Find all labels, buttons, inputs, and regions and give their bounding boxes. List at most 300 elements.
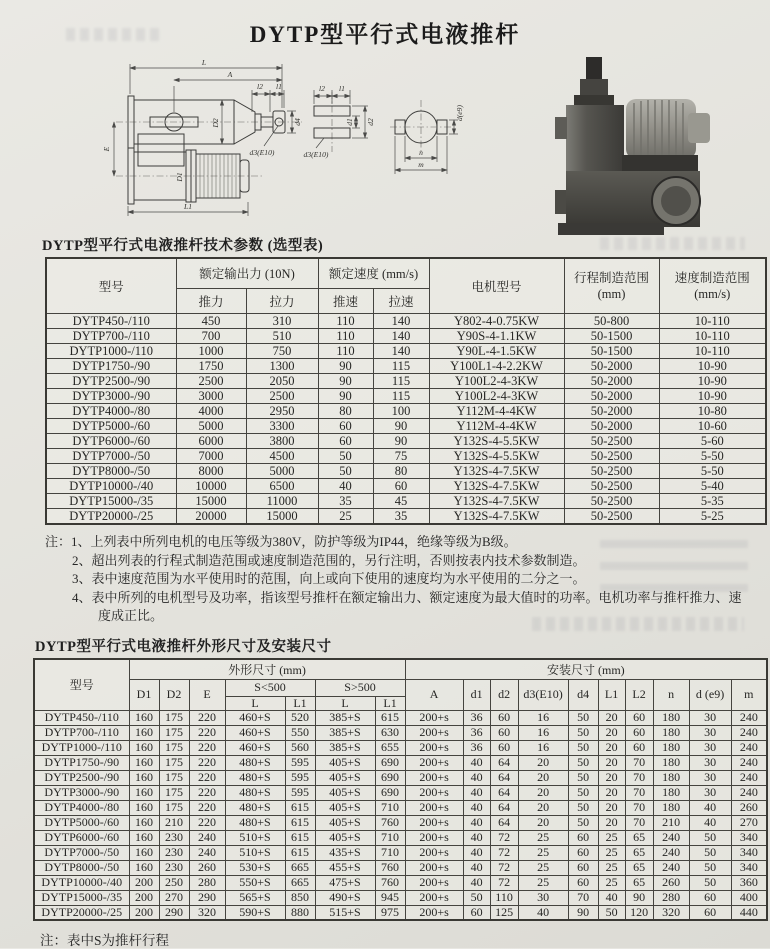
header-line: 行程制造范围	[574, 270, 650, 285]
value-cell: 50	[568, 725, 598, 740]
table-row	[34, 860, 767, 875]
model-cell: DYTP2500-/90	[46, 373, 176, 388]
model-cell: DYTP1000-/110	[46, 343, 176, 358]
value-cell: 50-2500	[564, 493, 659, 508]
value-cell: 90	[625, 890, 653, 905]
value-cell: 25	[518, 860, 568, 875]
value-cell: 50	[598, 905, 625, 920]
value-cell: 760	[375, 875, 405, 890]
value-cell: 200+s	[405, 830, 463, 845]
value-cell: 200+s	[405, 740, 463, 755]
value-cell: 175	[159, 740, 189, 755]
value-cell: 110	[318, 328, 373, 343]
value-cell: 200+s	[405, 815, 463, 830]
value-cell: 140	[373, 328, 429, 343]
header-line: 速度制造范围	[674, 270, 750, 285]
value-cell: 60	[318, 433, 373, 448]
value-cell: 175	[159, 710, 189, 725]
dimension-table-body	[34, 710, 767, 920]
value-cell: 50-2500	[564, 448, 659, 463]
model-cell: DYTP1000-/110	[34, 740, 129, 755]
table-row	[46, 433, 766, 448]
note-prefix: 注：	[45, 534, 72, 549]
value-cell: 90	[318, 373, 373, 388]
value-cell: 40	[463, 830, 490, 845]
value-cell: 60	[373, 478, 429, 493]
value-cell: 520	[285, 710, 315, 725]
value-cell: 5-60	[659, 433, 766, 448]
value-cell: 385+S	[315, 725, 375, 740]
value-cell: 80	[318, 403, 373, 418]
value-cell: 16	[518, 710, 568, 725]
value-cell: Y100L2-4-3KW	[429, 373, 564, 388]
value-cell: Y112M-4-4KW	[429, 418, 564, 433]
model-cell: DYTP700-/110	[46, 328, 176, 343]
value-cell: 50-2500	[564, 508, 659, 524]
page-title: DYTP型平行式电液推杆	[249, 22, 521, 47]
value-cell: 50-1500	[564, 343, 659, 358]
value-cell: 20	[598, 755, 625, 770]
value-cell: 560	[285, 740, 315, 755]
value-cell: 200+s	[405, 800, 463, 815]
value-cell: 220	[189, 800, 225, 815]
col-header-D1: D1	[129, 679, 159, 710]
value-cell: 6500	[246, 478, 318, 493]
value-cell: 240	[189, 845, 225, 860]
table-row	[34, 785, 767, 800]
value-cell: 40	[463, 845, 490, 860]
value-cell: 30	[689, 725, 731, 740]
dimension-lines	[395, 120, 458, 174]
value-cell: 510+S	[225, 830, 285, 845]
table-row	[46, 463, 766, 478]
col-header-de9: d (e9)	[689, 679, 731, 710]
footnote: 注：表中S为推杆行程	[40, 933, 170, 948]
value-cell: 20	[518, 800, 568, 815]
value-cell: 50	[463, 890, 490, 905]
header-line: (mm/s)	[694, 286, 731, 301]
value-cell: 750	[246, 343, 318, 358]
table-row	[34, 755, 767, 770]
col-header-push-force: 推力	[176, 288, 246, 313]
dim-label-d2: d2	[366, 118, 375, 126]
model-cell: DYTP15000-/35	[46, 493, 176, 508]
table-row	[34, 890, 767, 905]
value-cell: 60	[568, 845, 598, 860]
value-cell: 20	[598, 770, 625, 785]
value-cell: 10-90	[659, 388, 766, 403]
value-cell: 210	[653, 815, 689, 830]
value-cell: 50-2500	[564, 433, 659, 448]
value-cell: 160	[129, 785, 159, 800]
value-cell: 50	[568, 770, 598, 785]
dim-label-E: E	[102, 146, 111, 152]
value-cell: 200+s	[405, 875, 463, 890]
value-cell: 280	[189, 875, 225, 890]
value-cell: 160	[129, 800, 159, 815]
value-cell: 1300	[246, 358, 318, 373]
dim-label-d1: d1	[345, 118, 354, 126]
value-cell: Y100L2-4-3KW	[429, 388, 564, 403]
value-cell: 5-25	[659, 508, 766, 524]
notes-block	[45, 533, 751, 626]
dim-label-l1: l1	[276, 82, 282, 91]
col-group-s-gt-500: S>500	[315, 679, 405, 696]
value-cell: 510+S	[225, 845, 285, 860]
value-cell: 515+S	[315, 905, 375, 920]
model-cell: DYTP10000-/40	[46, 478, 176, 493]
value-cell: 360	[731, 875, 767, 890]
value-cell: 615	[285, 815, 315, 830]
value-cell: 180	[653, 740, 689, 755]
value-cell: Y132S-4-7.5KW	[429, 508, 564, 524]
value-cell: 160	[129, 755, 159, 770]
value-cell: 160	[129, 710, 159, 725]
col-header-E: E	[189, 679, 225, 710]
table-row	[34, 905, 767, 920]
col-header-D2: D2	[159, 679, 189, 710]
col-header-m: m	[731, 679, 767, 710]
value-cell: 2950	[246, 403, 318, 418]
value-cell: 65	[625, 860, 653, 875]
value-cell: 3000	[176, 388, 246, 403]
model-cell: DYTP20000-/25	[34, 905, 129, 920]
value-cell: 340	[731, 845, 767, 860]
value-cell: 760	[375, 860, 405, 875]
value-cell: 175	[159, 785, 189, 800]
col-header-d3: d3(E10)	[518, 679, 568, 710]
value-cell: 200	[129, 905, 159, 920]
value-cell: 290	[159, 905, 189, 920]
value-cell: 25	[598, 875, 625, 890]
col-header-pull-force: 拉力	[246, 288, 318, 313]
value-cell: 385+S	[315, 710, 375, 725]
col-header-motor-model: 电机型号	[429, 258, 564, 313]
value-cell: 160	[129, 740, 159, 755]
value-cell: 690	[375, 785, 405, 800]
value-cell: 72	[490, 875, 518, 890]
dim-label-A: A	[227, 70, 233, 79]
value-cell: 60	[689, 890, 731, 905]
value-cell: 440	[731, 905, 767, 920]
value-cell: 405+S	[315, 800, 375, 815]
value-cell: 70	[625, 770, 653, 785]
dim-label-L1: L1	[183, 202, 193, 211]
value-cell: Y90S-4-1.1KW	[429, 328, 564, 343]
value-cell: 60	[568, 860, 598, 875]
value-cell: 35	[373, 508, 429, 524]
value-cell: 110	[490, 890, 518, 905]
col-header-model: 型号	[46, 258, 176, 313]
note-text: 1、上列表中所列电机的电压等级为380V，防护等级为IP44，绝缘等级为B级。	[71, 534, 517, 549]
value-cell: 36	[463, 710, 490, 725]
model-cell: DYTP3000-/90	[34, 785, 129, 800]
model-cell: DYTP450-/110	[46, 313, 176, 328]
value-cell: 665	[285, 860, 315, 875]
value-cell: 210	[159, 815, 189, 830]
value-cell: 945	[375, 890, 405, 905]
dim-label-D2: D2	[211, 118, 220, 128]
value-cell: 20	[518, 815, 568, 830]
value-cell: 240	[653, 860, 689, 875]
model-cell: DYTP8000-/50	[46, 463, 176, 478]
value-cell: 405+S	[315, 770, 375, 785]
value-cell: 25	[518, 845, 568, 860]
table-row	[34, 800, 767, 815]
value-cell: 50	[568, 800, 598, 815]
value-cell: 480+S	[225, 815, 285, 830]
value-cell: 280	[653, 890, 689, 905]
dim-label-d3: d3(E10)	[249, 148, 275, 157]
value-cell: 1750	[176, 358, 246, 373]
value-cell: 70	[625, 755, 653, 770]
value-cell: 550+S	[225, 875, 285, 890]
value-cell: 175	[159, 770, 189, 785]
value-cell: 490+S	[315, 890, 375, 905]
value-cell: 125	[490, 905, 518, 920]
value-cell: 710	[375, 845, 405, 860]
model-cell: DYTP3000-/90	[46, 388, 176, 403]
value-cell: 115	[373, 358, 429, 373]
value-cell: 50-2000	[564, 403, 659, 418]
value-cell: 565+S	[225, 890, 285, 905]
dim-label-D1: D1	[175, 172, 184, 182]
value-cell: 25	[598, 845, 625, 860]
value-cell: 2500	[176, 373, 246, 388]
model-cell: DYTP10000-/40	[34, 875, 129, 890]
value-cell: 64	[490, 770, 518, 785]
value-cell: 40	[463, 800, 490, 815]
model-cell: DYTP700-/110	[34, 725, 129, 740]
table-row	[34, 845, 767, 860]
value-cell: 310	[246, 313, 318, 328]
table1-title: DYTP型平行式电液推杆技术参数 (选型表)	[42, 238, 324, 254]
col-header-d2: d2	[490, 679, 518, 710]
model-cell: DYTP2500-/90	[34, 770, 129, 785]
value-cell: 340	[731, 830, 767, 845]
value-cell: Y90L-4-1.5KW	[429, 343, 564, 358]
table-row	[34, 740, 767, 755]
value-cell: 15000	[246, 508, 318, 524]
value-cell: 72	[490, 845, 518, 860]
value-cell: 615	[285, 845, 315, 860]
value-cell: 2050	[246, 373, 318, 388]
value-cell: 175	[159, 800, 189, 815]
value-cell: 615	[285, 800, 315, 815]
col-header-d1: d1	[463, 679, 490, 710]
value-cell: 200+s	[405, 755, 463, 770]
value-cell: 65	[625, 830, 653, 845]
value-cell: 175	[159, 755, 189, 770]
value-cell: 30	[689, 770, 731, 785]
value-cell: 50-2500	[564, 478, 659, 493]
value-cell: 240	[731, 710, 767, 725]
col-header-model: 型号	[34, 659, 129, 710]
dim-label-d3: d3(E10)	[303, 150, 329, 159]
technical-drawing	[52, 50, 552, 235]
model-cell: DYTP1750-/90	[34, 755, 129, 770]
value-cell: 4500	[246, 448, 318, 463]
value-cell: 40	[318, 478, 373, 493]
value-cell: 200+s	[405, 845, 463, 860]
value-cell: 320	[653, 905, 689, 920]
value-cell: 1000	[176, 343, 246, 358]
value-cell: 240	[731, 755, 767, 770]
value-cell: 240	[653, 845, 689, 860]
value-cell: 140	[373, 313, 429, 328]
value-cell: 760	[375, 815, 405, 830]
model-cell: DYTP6000-/60	[46, 433, 176, 448]
value-cell: 460+S	[225, 710, 285, 725]
table-row	[46, 358, 766, 373]
model-cell: DYTP4000-/80	[34, 800, 129, 815]
value-cell: 220	[189, 740, 225, 755]
table-row	[46, 388, 766, 403]
value-cell: 595	[285, 755, 315, 770]
value-cell: 400	[731, 890, 767, 905]
header-line: (mm)	[597, 286, 626, 301]
value-cell: 530+S	[225, 860, 285, 875]
value-cell: 3300	[246, 418, 318, 433]
value-cell: Y100L1-4-2.2KW	[429, 358, 564, 373]
value-cell: 460+S	[225, 740, 285, 755]
value-cell: 405+S	[315, 830, 375, 845]
value-cell: 40	[518, 905, 568, 920]
actuator-photo-shape	[555, 57, 710, 235]
table-row	[34, 830, 767, 845]
table-row	[46, 493, 766, 508]
value-cell: 40	[598, 890, 625, 905]
model-cell: DYTP5000-/60	[34, 815, 129, 830]
bushing-section-view	[304, 84, 375, 159]
value-cell: 200+s	[405, 860, 463, 875]
table-row	[46, 403, 766, 418]
value-cell: 975	[375, 905, 405, 920]
value-cell: 240	[731, 770, 767, 785]
value-cell: 230	[159, 860, 189, 875]
value-cell: 30	[689, 710, 731, 725]
value-cell: Y132S-4-7.5KW	[429, 493, 564, 508]
table-row	[34, 710, 767, 725]
value-cell: 30	[518, 890, 568, 905]
value-cell: 480+S	[225, 800, 285, 815]
value-cell: 405+S	[315, 785, 375, 800]
value-cell: 64	[490, 815, 518, 830]
value-cell: 60	[568, 830, 598, 845]
table-row	[46, 343, 766, 358]
value-cell: 60	[490, 725, 518, 740]
value-cell: 10-110	[659, 343, 766, 358]
model-cell: DYTP1750-/90	[46, 358, 176, 373]
value-cell: 20	[518, 770, 568, 785]
col-header-L-lt: L	[225, 696, 285, 710]
value-cell: 480+S	[225, 770, 285, 785]
value-cell: 60	[625, 740, 653, 755]
value-cell: 4000	[176, 403, 246, 418]
value-cell: 200+s	[405, 905, 463, 920]
value-cell: 7000	[176, 448, 246, 463]
value-cell: 250	[159, 875, 189, 890]
dim-label-m: m	[418, 160, 424, 169]
value-cell: 90	[318, 358, 373, 373]
value-cell: 90	[568, 905, 598, 920]
product-photo	[538, 55, 766, 237]
value-cell: 40	[463, 860, 490, 875]
value-cell: 50	[318, 448, 373, 463]
col-header-L1-gt: L1	[375, 696, 405, 710]
value-cell: 230	[159, 845, 189, 860]
value-cell: 120	[625, 905, 653, 920]
value-cell: 140	[373, 343, 429, 358]
value-cell: 850	[285, 890, 315, 905]
value-cell: 60	[490, 710, 518, 725]
value-cell: 80	[373, 463, 429, 478]
value-cell: 270	[731, 815, 767, 830]
value-cell: 615	[375, 710, 405, 725]
value-cell: 180	[653, 785, 689, 800]
value-cell: 20000	[176, 508, 246, 524]
col-header-rated-speed: 额定速度 (mm/s)	[318, 258, 429, 288]
value-cell: 160	[129, 815, 159, 830]
col-header-pull-speed: 拉速	[373, 288, 429, 313]
value-cell: 455+S	[315, 860, 375, 875]
value-cell: 50-800	[564, 313, 659, 328]
value-cell: 20	[598, 800, 625, 815]
col-group-outline: 外形尺寸 (mm)	[129, 659, 405, 679]
bleed-through-smudge	[600, 237, 745, 250]
value-cell: 25	[518, 830, 568, 845]
model-cell: DYTP20000-/25	[46, 508, 176, 524]
model-cell: DYTP5000-/60	[46, 418, 176, 433]
dim-label-l2: l2	[319, 84, 325, 93]
col-header-L2: L2	[625, 679, 653, 710]
value-cell: 20	[598, 785, 625, 800]
col-header-L1: L1	[598, 679, 625, 710]
value-cell: 5-50	[659, 463, 766, 478]
value-cell: 260	[653, 875, 689, 890]
value-cell: 665	[285, 875, 315, 890]
table-row	[46, 313, 766, 328]
value-cell: 590+S	[225, 905, 285, 920]
value-cell: 3800	[246, 433, 318, 448]
value-cell: 180	[653, 770, 689, 785]
value-cell: 160	[129, 770, 159, 785]
col-group-install: 安装尺寸 (mm)	[405, 659, 767, 679]
value-cell: 20	[598, 710, 625, 725]
value-cell: 160	[129, 725, 159, 740]
value-cell: 75	[373, 448, 429, 463]
value-cell: Y132S-4-7.5KW	[429, 463, 564, 478]
value-cell: 240	[189, 830, 225, 845]
value-cell: 50-1500	[564, 328, 659, 343]
value-cell: 25	[598, 860, 625, 875]
value-cell: 595	[285, 770, 315, 785]
value-cell: 70	[625, 815, 653, 830]
value-cell: 50-2000	[564, 373, 659, 388]
col-header-A: A	[405, 679, 463, 710]
value-cell: Y802-4-0.75KW	[429, 313, 564, 328]
value-cell: 5-35	[659, 493, 766, 508]
value-cell: 11000	[246, 493, 318, 508]
col-group-s-lt-500: S<500	[225, 679, 315, 696]
table-row	[46, 478, 766, 493]
value-cell: 16	[518, 725, 568, 740]
value-cell: 510	[246, 328, 318, 343]
value-cell: 30	[689, 755, 731, 770]
value-cell: 20	[518, 755, 568, 770]
value-cell: 64	[490, 785, 518, 800]
value-cell: 160	[129, 860, 159, 875]
